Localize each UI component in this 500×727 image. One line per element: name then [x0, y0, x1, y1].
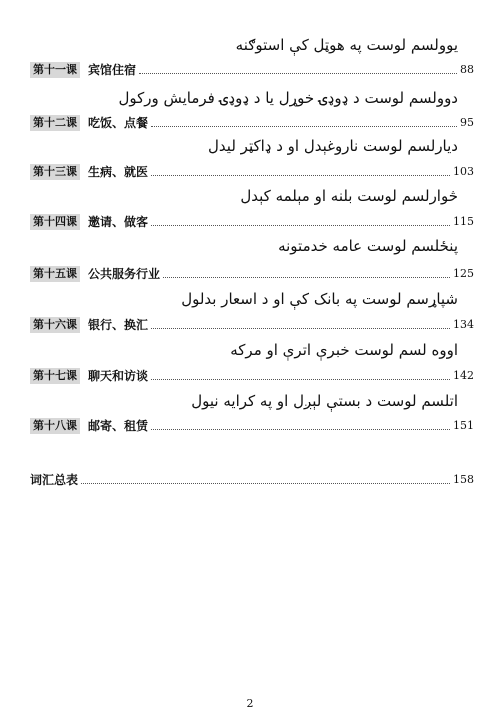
dot-leader — [151, 224, 450, 226]
lesson-title: 生病、就医 — [88, 165, 149, 179]
lesson-title: 宾馆住宿 — [88, 63, 137, 77]
lesson-title: 公共服务行业 — [88, 267, 161, 281]
lesson-number: 第十七课 — [30, 368, 80, 384]
toc-row[interactable] — [30, 366, 474, 384]
lesson-number: 第十六课 — [30, 317, 80, 333]
pashto-lesson-title: اتلسم لوست د بستې لېږل او په کرايه نيول — [191, 392, 458, 410]
toc-row[interactable] — [30, 315, 474, 333]
page-ref: 125 — [453, 267, 474, 280]
lesson-title: 聊天和访谈 — [88, 369, 149, 383]
pashto-lesson-title: ديارلسم لوست ناروغېدل او د ډاکټر ليدل — [208, 137, 458, 155]
lesson-number: 第十二课 — [30, 115, 80, 131]
dot-leader — [151, 378, 450, 380]
pashto-lesson-title: څوارلسم لوست بلنه او مېلمه کېدل — [240, 187, 458, 205]
lesson-title: 银行、换汇 — [88, 318, 149, 332]
lesson-title: 邀请、做客 — [88, 215, 149, 229]
dot-leader — [151, 428, 450, 430]
dot-leader — [81, 482, 450, 484]
page-ref: 115 — [453, 215, 474, 228]
pashto-lesson-title: اووه لسم لوست خبرې اترې او مرکه — [230, 341, 458, 359]
toc-row[interactable] — [30, 416, 474, 434]
page-ref: 88 — [460, 63, 474, 76]
dot-leader — [151, 327, 450, 329]
toc-row[interactable] — [30, 60, 474, 78]
dot-leader — [163, 276, 450, 278]
toc-row[interactable] — [30, 264, 474, 282]
lesson-number: 第十八课 — [30, 418, 80, 434]
lesson-number: 第十五课 — [30, 266, 80, 282]
pashto-lesson-title: شپاړسم لوست په بانک کې او د اسعار بدلول — [181, 290, 458, 308]
toc-row[interactable] — [30, 162, 474, 180]
page-ref: 134 — [453, 318, 474, 331]
page-ref: 158 — [453, 473, 474, 486]
pashto-lesson-title: پنځلسم لوست عامه خدمتونه — [278, 237, 458, 255]
lesson-number: 第十三课 — [30, 164, 80, 180]
glossary-title: 词汇总表 — [30, 473, 79, 487]
page-ref: 103 — [453, 165, 474, 178]
page-ref: 95 — [460, 116, 474, 129]
lesson-title: 吃饭、点餐 — [88, 116, 149, 130]
lesson-title: 邮寄、租赁 — [88, 419, 149, 433]
toc-row[interactable] — [30, 212, 474, 230]
page-ref: 151 — [453, 419, 474, 432]
glossary-row[interactable] — [30, 470, 474, 488]
pashto-lesson-title: يوولسم لوست په هوټل کې استوګنه — [235, 36, 458, 54]
page-number: 2 — [246, 697, 254, 710]
lesson-number: 第十四课 — [30, 214, 80, 230]
toc-row[interactable] — [30, 113, 474, 131]
lesson-number: 第十一课 — [30, 62, 80, 78]
dot-leader — [139, 72, 457, 74]
dot-leader — [151, 174, 450, 176]
page-ref: 142 — [453, 369, 474, 382]
pashto-lesson-title: دوولسم لوست د ډوډۍ خوړل يا د ډوډۍ فرمايش ورکول — [118, 89, 458, 107]
dot-leader — [151, 125, 457, 127]
